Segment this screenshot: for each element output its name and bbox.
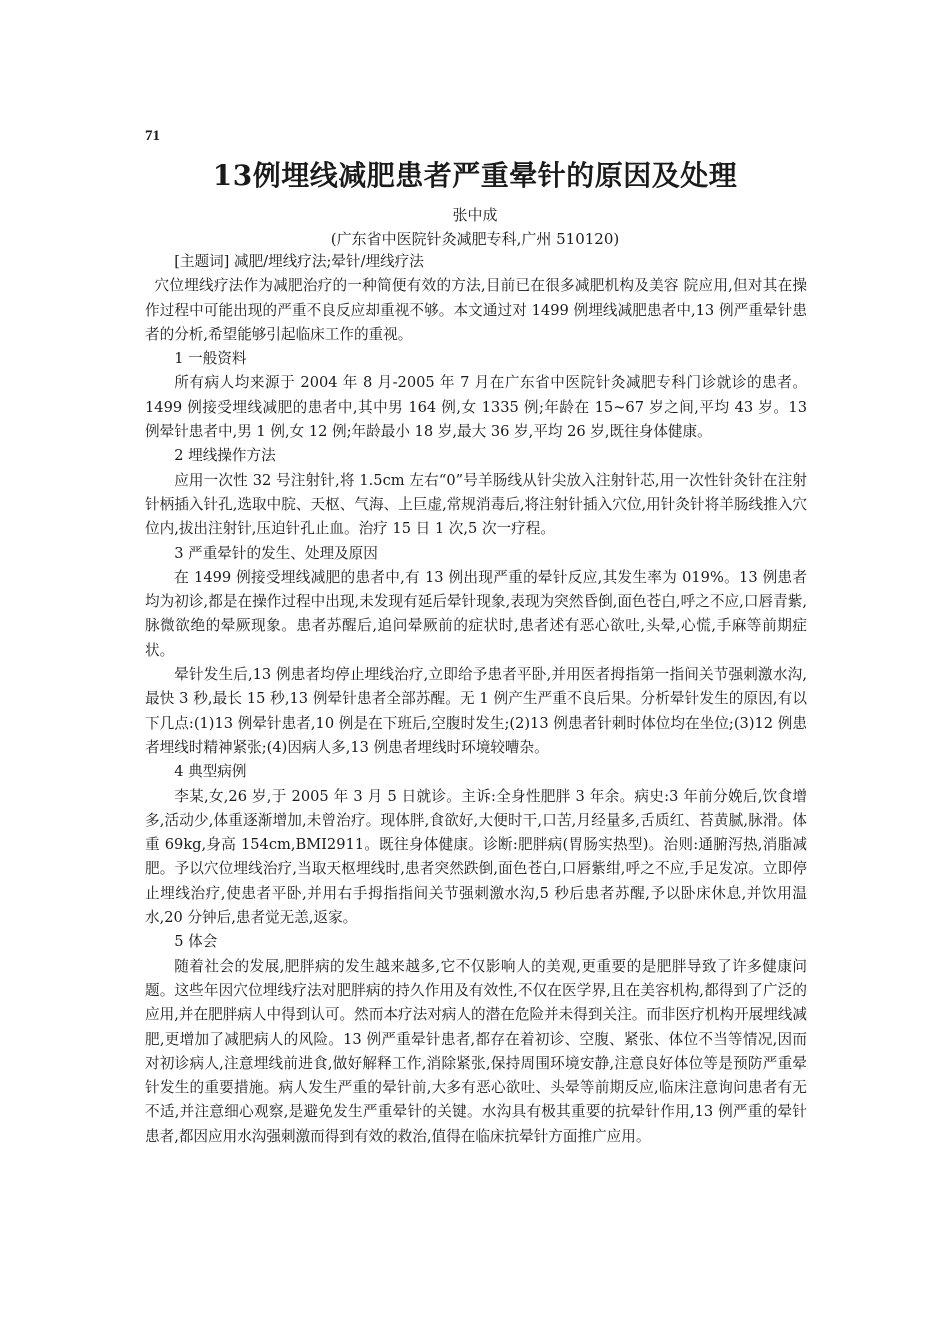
author: 张中成 bbox=[452, 206, 498, 224]
section-paragraph: 在 1499 例接受埋线减肥的患者中,有 13 例出现严重的晕针反应,其发生率为 019%。13 例患者均为初诊,都是在操作过程中出现,未发现有延后晕针现象,表现为突然昏倒,面色苍白,呼之不应,口唇青紫,脉微欲绝的晕厥现象。患者苏醒后,追问晕厥前的症状时,患者述有恶心欲吐,头晕,心慌,手麻等前期症状。 bbox=[145, 568, 807, 659]
section-heading: 5 体会 bbox=[174, 933, 218, 951]
section-paragraph: 晕针发生后,13 例患者均停止埋线治疗,立即给予患者平卧,并用医者拇指第一指间关节强刺激水沟,最快 3 秒,最长 15 秒,13 例晕针患者全部苏醒。无 1 例产生严重不良后果。分析晕针发生的原因,有以下几点:(1)13 例晕针患者,10 例是在下班后,空腹时发生;(2)13 例患者针刺时体位均在坐位;(3)12 例患者埋线时精神紧张;(4)因病人多,13 例患者埋线时环境较嘈杂。 bbox=[145, 666, 807, 756]
article-body bbox=[145, 250, 807, 1149]
section-paragraph: 应用一次性 32 号注射针,将 1.5cm 左右“0”号羊肠线从针尖放入注射针芯,用一次性针灸针在注射针柄插入针孔,选取中脘、天枢、气海、上巨虚,常规消毒后,将注射针插入穴位,用针灸针将羊肠线推入穴位内,拔出注射针,压迫针孔止血。治疗 15 日 1 次,5 次一疗程。 bbox=[145, 471, 807, 538]
intro-paragraph: 穴位埋线疗法作为减肥治疗的一种简便有效的方法,目前已在很多减肥机构及美容 院应用,但对其在操作过程中可能出现的严重不良反应却重视不够。本文通过对 1499 例埋线减肥患者中,13 例严重晕针患者的分析,希望能够引起临床工作的重视。 bbox=[145, 277, 807, 343]
section-heading: 3 严重晕针的发生、处理及原因 bbox=[174, 544, 378, 562]
affiliation: (广东省中医院针灸减肥专科,广州 510120) bbox=[330, 230, 620, 248]
keywords: [主题词] 减肥/埋线疗法;晕针/埋线疗法 bbox=[174, 253, 424, 270]
section-heading: 2 埋线操作方法 bbox=[174, 447, 276, 465]
section-heading: 4 典型病例 bbox=[174, 763, 247, 781]
section-paragraph: 所有病人均来源于 2004 年 8 月-2005 年 7 月在广东省中医院针灸减肥专科门诊就诊的患者。1499 例接受埋线减肥的患者中,其中男 164 例,女 1335 例;年龄在 15~67 岁之间,平均 43 岁。13 例晕针患者中,男 1 例,女 12 例;年龄最小 18 岁,最大 36 岁,平均 26 岁,既往身体健康。 bbox=[145, 374, 807, 441]
page-number: 71 bbox=[145, 128, 160, 144]
article-title: 13例埋线减肥患者严重晕针的原因及处理 bbox=[212, 159, 738, 192]
section-paragraph: 随着社会的发展,肥胖病的发生越来越多,它不仅影响人的美观,更重要的是肥胖导致了许多健康问题。这些年因穴位埋线疗法对肥胖病的持久作用及有效性,不仅在医学界,且在美容机构,都得到了广泛的应用,并在肥胖病人中得到认可。然而本疗法对病人的潜在危险并未得到关注。而非医疗机构开展埋线减肥,更增加了减肥病人的风险。13 例严重晕针患者,都存在着初诊、空腹、紧张、体位不当等情况,因而对初诊病人,注意埋线前进食,做好解释工作,消除紧张,保持周围环境安静,注意良好体位等是预防严重晕针发生的重要措施。病人发生严重的晕针前,大多有恶心欲吐、头晕等前期反应,临床注意询问患者有无不适,并注意细心观察,是避免发生严重晕针的关键。水沟具有极其重要的抗晕针作用,13 例严重的晕针患者,都因应用水沟强刺激而得到有效的救治,值得在临床抗晕针方面推广应用。 bbox=[145, 957, 807, 1145]
section-paragraph: 李某,女,26 岁,于 2005 年 3 月 5 日就诊。主诉:全身性肥胖 3 年余。病史:3 年前分娩后,饮食增多,活动少,体重逐渐增加,未曾治疗。现体胖,食欲好,大便时干,口苦,月经量多,舌质红、苔黄腻,脉滑。体重 69kg,身高 154cm,BMI2911。既往身体健康。诊断:肥胖病(胃肠实热型)。治则:通腑泻热,消脂减肥。予以穴位埋线治疗,当取天枢埋线时,患者突然跌倒,面色苍白,口唇紫绀,呼之不应,手足发凉。立即停止埋线治疗,使患者平卧,并用右手拇指指间关节强刺激水沟,5 秒后患者苏醒,予以卧床休息,并饮用温水,20 分钟后,患者觉无恙,返家。 bbox=[145, 787, 807, 927]
section-heading: 1 一般资料 bbox=[174, 350, 247, 368]
